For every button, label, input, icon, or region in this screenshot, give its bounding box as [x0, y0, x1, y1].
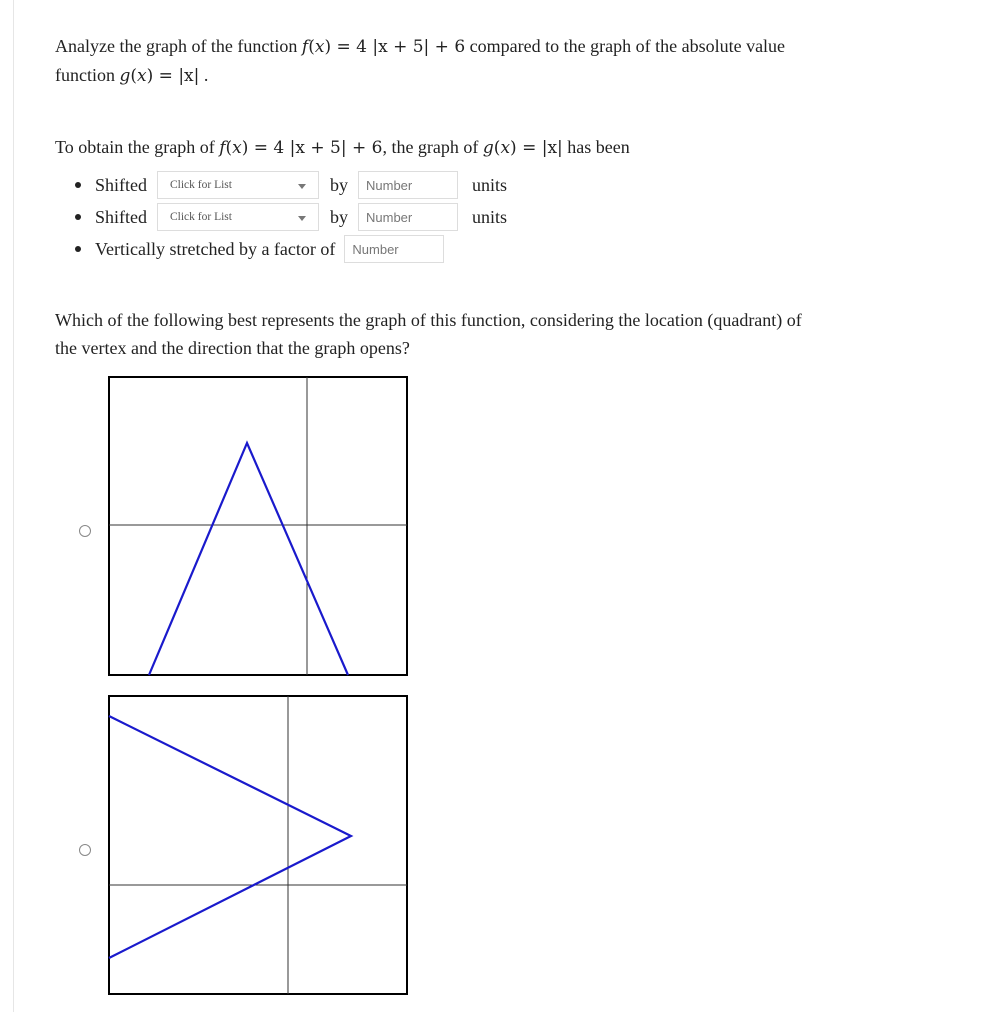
bullet: [75, 214, 81, 220]
shift-label: Shifted: [95, 206, 147, 227]
f-expression-2: f(x) = 4 |x + 5| + 6: [219, 138, 383, 158]
option-a-radio[interactable]: [79, 525, 91, 537]
shift-label: Shifted: [95, 174, 147, 195]
g-expression-2: g(x) = |x|: [482, 138, 563, 158]
shift-amount-input-2[interactable]: Number: [358, 203, 458, 231]
shift-direction-select-1[interactable]: Click for List: [157, 171, 319, 199]
units-label: units: [472, 174, 508, 195]
mc-question: Which of the following best represents the graph of this function, considering the location (quadrant) of the vertex and the direction that the graph opens?: [55, 310, 802, 358]
stretch-row: [55, 234, 444, 264]
intro-text-2: compared to the graph of the absolute value: [469, 36, 786, 56]
transformation-row-1: [55, 170, 507, 200]
option-b-graph[interactable]: [108, 695, 408, 995]
g-expression: g(x) = |x|: [119, 66, 200, 86]
f-expression: f(x) = 4 |x + 5| + 6: [301, 37, 466, 57]
option-a-graph[interactable]: [108, 376, 408, 676]
bullet: [75, 182, 81, 188]
stretch-label: Vertically stretched by a factor of: [95, 238, 336, 259]
transformation-prompt: To obtain the graph of f(x) = 4 |x + 5| + 6, the graph of g(x) = |x| has been: [55, 137, 630, 158]
bullet: [75, 246, 81, 252]
by-label: by: [330, 206, 348, 227]
shift-direction-select-2[interactable]: Click for List: [157, 203, 319, 231]
chevron-down-icon: [298, 216, 306, 221]
graph-frame: [109, 696, 407, 994]
question-intro: Analyze the graph of the function f(x) = 4 |x + 5| + 6 compared to the graph of the absolute value function g(x) = |x| .: [55, 36, 786, 86]
by-label: by: [330, 174, 348, 195]
units-label: units: [472, 206, 508, 227]
page-left-border: [13, 0, 14, 1012]
shift-amount-input-1[interactable]: Number: [358, 171, 458, 199]
transformation-row-2: [55, 202, 507, 232]
intro-text-1: Analyze the graph of the function: [55, 36, 298, 56]
graph-frame: [109, 377, 407, 675]
option-b-radio[interactable]: [79, 844, 91, 856]
intro-text-3: function: [55, 65, 115, 85]
stretch-factor-input[interactable]: Number: [344, 235, 444, 263]
chevron-down-icon: [298, 184, 306, 189]
